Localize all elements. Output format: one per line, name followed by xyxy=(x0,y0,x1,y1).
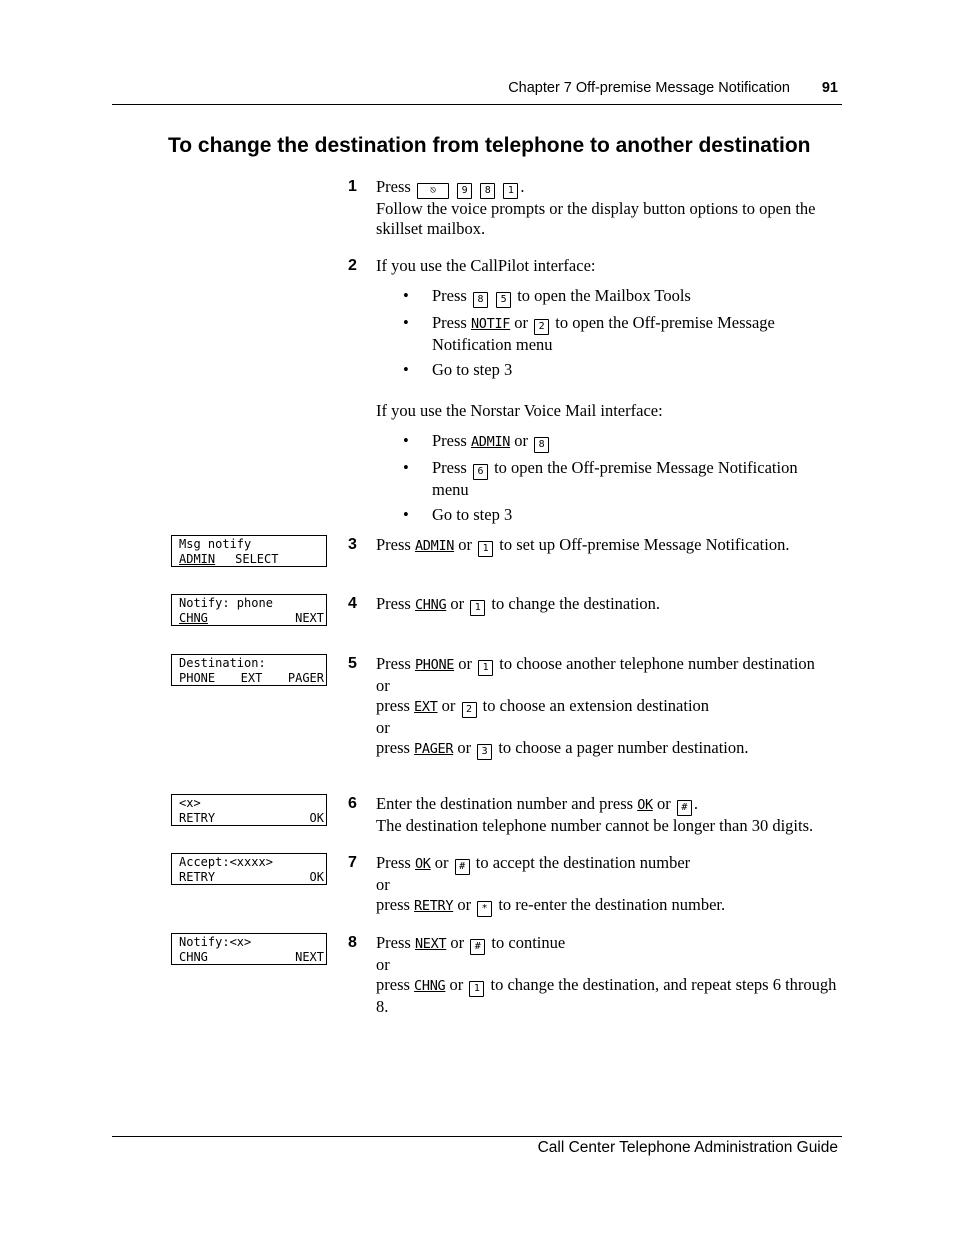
pager-softkey[interactable]: PAGER xyxy=(414,741,454,757)
list-item: • Press ADMIN or 8 xyxy=(376,431,838,453)
callpilot-intro: If you use the CallPilot interface: xyxy=(376,256,596,275)
key-1[interactable]: 1 xyxy=(503,183,518,199)
hash-key[interactable]: # xyxy=(455,859,470,875)
step-number: 2 xyxy=(348,257,357,274)
key-6[interactable]: 6 xyxy=(473,464,488,480)
key-9[interactable]: 9 xyxy=(457,183,472,199)
key-2[interactable]: 2 xyxy=(534,319,549,335)
footer-rule xyxy=(112,1136,842,1137)
step-number: 7 xyxy=(348,854,357,871)
step-number: 1 xyxy=(348,178,357,195)
list-item: • Press NOTIF or 2 to open the Off-premise Message Notification menu xyxy=(376,313,838,355)
list-item: • Press 8 5 to open the Mailbox Tools xyxy=(376,286,838,308)
retry-softkey[interactable]: RETRY xyxy=(414,898,454,914)
key-3[interactable]: 3 xyxy=(477,744,492,760)
list-item: • Press 6 to open the Off-premise Message Notification menu xyxy=(376,458,838,500)
next-softkey[interactable]: NEXT xyxy=(414,936,447,952)
chapter-title: Chapter 7 Off-premise Message Notification xyxy=(508,80,790,96)
step-number: 8 xyxy=(348,934,357,951)
key-1[interactable]: 1 xyxy=(478,541,493,557)
step-number: 5 xyxy=(348,655,357,672)
chng-softkey[interactable]: CHNG xyxy=(414,597,447,613)
step-number: 3 xyxy=(348,536,357,553)
step-number: 6 xyxy=(348,795,357,812)
step-text: Follow the voice prompts or the display button options to open the skillset mailbox. xyxy=(376,199,816,238)
lcd-display-notify-phone: Notify: phone CHNG NEXT xyxy=(171,594,327,626)
key-1[interactable]: 1 xyxy=(469,981,484,997)
lcd-display-destination: Destination: PHONE EXT PAGER xyxy=(171,654,327,686)
page-number: 91 xyxy=(821,80,838,96)
step-text: . xyxy=(520,177,525,196)
lcd-display-accept: Accept:<xxxx> RETRY OK xyxy=(171,853,327,885)
chng-softkey[interactable]: CHNG xyxy=(414,978,446,994)
callpilot-bullets xyxy=(376,286,838,380)
star-key[interactable]: * xyxy=(477,901,492,917)
feature-key-icon[interactable]: ⎋ xyxy=(417,183,449,199)
step-number: 4 xyxy=(348,595,357,612)
key-8[interactable]: 8 xyxy=(473,292,488,308)
ok-softkey[interactable]: OK xyxy=(414,856,431,872)
footer-title: Call Center Telephone Administration Guide xyxy=(537,1139,838,1156)
key-8[interactable]: 8 xyxy=(480,183,495,199)
key-1[interactable]: 1 xyxy=(470,600,485,616)
hash-key[interactable]: # xyxy=(677,800,692,816)
phone-softkey[interactable]: PHONE xyxy=(414,657,455,673)
notif-softkey[interactable]: NOTIF xyxy=(470,316,511,332)
running-header xyxy=(508,80,804,96)
hash-key[interactable]: # xyxy=(470,939,485,955)
ok-softkey[interactable]: OK xyxy=(637,797,653,813)
lcd-display-msg-notify: Msg notify ADMIN SELECT xyxy=(171,535,327,567)
list-item: • Go to step 3 xyxy=(376,505,838,525)
lcd-display-enter-number: <x> RETRY OK xyxy=(171,794,327,826)
procedure-title: To change the destination from telephone to another destination xyxy=(168,134,811,157)
key-2[interactable]: 2 xyxy=(462,702,477,718)
ext-softkey[interactable]: EXT xyxy=(414,699,438,715)
key-5[interactable]: 5 xyxy=(496,292,511,308)
lcd-display-notify-x: Notify:<x> CHNG NEXT xyxy=(171,933,327,965)
admin-softkey[interactable]: ADMIN xyxy=(414,538,455,554)
norstar-bullets xyxy=(376,431,838,525)
header-rule xyxy=(112,104,842,105)
key-1[interactable]: 1 xyxy=(478,660,493,676)
admin-softkey[interactable]: ADMIN xyxy=(470,434,511,450)
step-text: Press xyxy=(376,177,411,196)
key-8[interactable]: 8 xyxy=(534,437,549,453)
norstar-intro: If you use the Norstar Voice Mail interface: xyxy=(376,401,663,420)
list-item: • Go to step 3 xyxy=(376,360,838,380)
